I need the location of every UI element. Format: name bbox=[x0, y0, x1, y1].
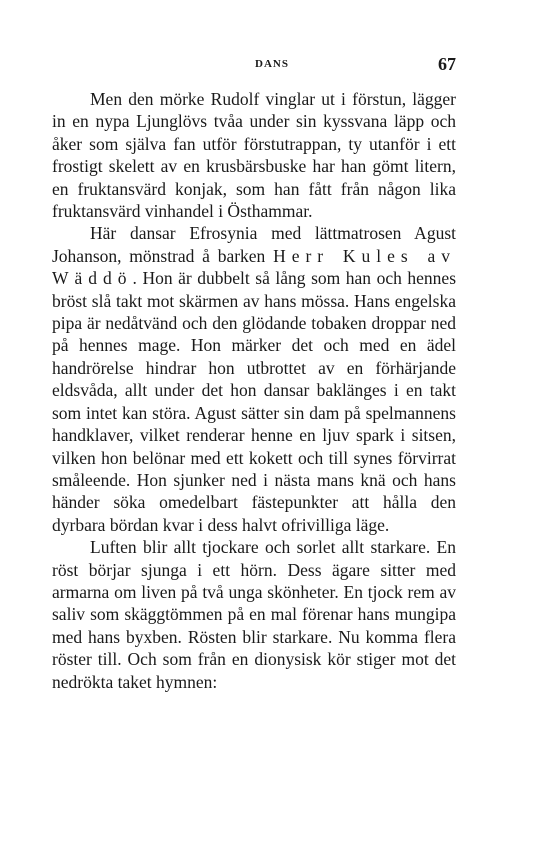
paragraph-2-after: . Hon är dubbelt så lång som han och hennes bröst slå takt mot skärmen av hans mössa. Hans engelska pipa är nedåtvänd och den glödande tobaken droppar ned på hennes mage. Hon märker det och med en ädel handrörelse hindrar hon utbrottet av en förhärjande eldsvåda, allt under det hon dansar baklänges i en takt som intet kan störa. Agust sätter sin dam på spelmannens handklaver, vilket renderar henne en ljuv spark i sitsen, vilken hon belönar med ett kokett och till synes förvirrat småleende. Hon sjunker ned i nästa mans knä och hans händer söka omedelbart fästepunkter att hålla den dyrbara bördan kvar i dess halvt ofrivilliga läge. bbox=[52, 268, 456, 535]
body-text bbox=[52, 88, 456, 693]
paragraph-2-before: Här dansar Efrosynia med lättmatrosen Agust Johanson, mönstrad å barken bbox=[52, 223, 456, 266]
ship-name: Herr Kules av Wäddö bbox=[52, 245, 457, 289]
paragraph-2 bbox=[52, 222, 456, 536]
running-title: DANS bbox=[255, 58, 289, 70]
running-head bbox=[0, 54, 544, 78]
page-number: 67 bbox=[438, 54, 456, 74]
paragraph-3: Luften blir allt tjockare och sorlet allt starkare. En röst börjar sjunga i ett hörn. Dess ägare sitter med armarna om liven på två unga skönheter. En tjock rem av saliv som skäggtömmen på en mal förenar hans mungipa med hans byxben. Rösten blir starkare. Nu komma flera röster till. Och som från en dionysisk kör stiger mot det nedrökta taket hymnen: bbox=[52, 537, 456, 692]
paragraph-1: Men den mörke Rudolf vinglar ut i förstun, lägger in en nypa Ljunglövs tvåa under sin kyssvana läpp och åker som själva fan utför förstutrappan, ty utanför i ett frostigt skelett av en krusbärsbuske har han gömt litern, en fruktansvärd konjak, som han fått från någon lika fruktansvärd vinhandel i Östhammar. bbox=[52, 89, 456, 222]
